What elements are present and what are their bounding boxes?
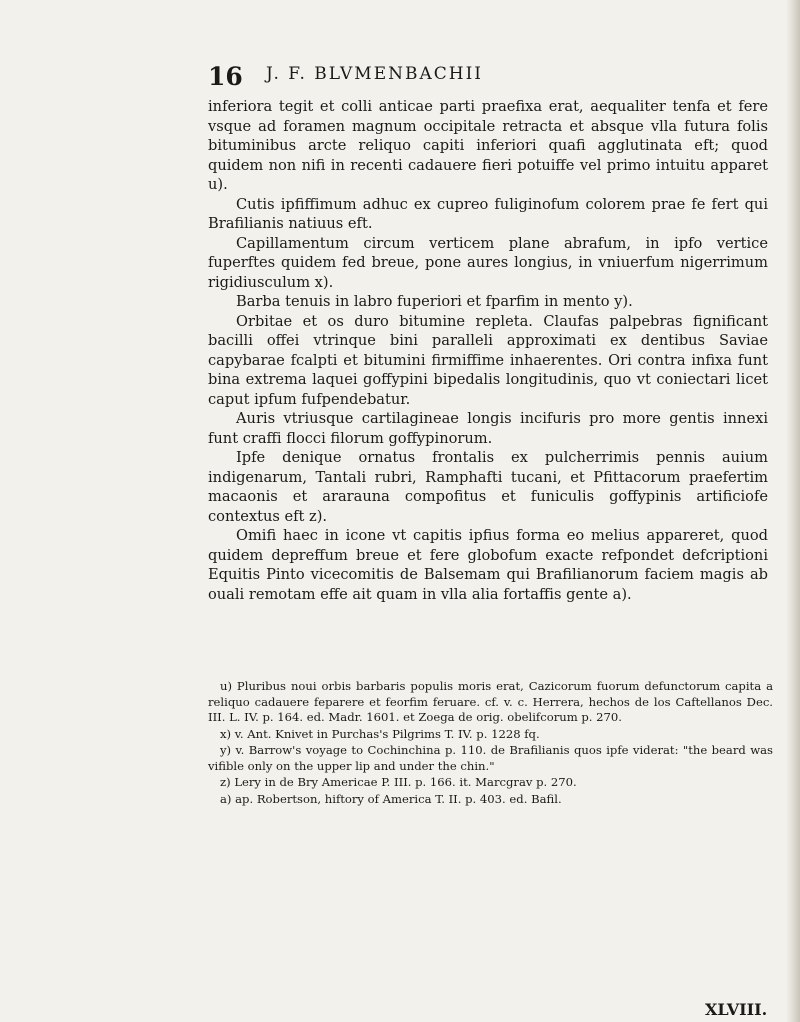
- paragraph: inferiora tegit et colli anticae parti praefixa erat, aequaliter tenfa et fere vsque ad foramen magnum occipitale retracta et absque vlla futura folis bituminibus arcte reliquo capiti inferiori quafi agglutinata eft; quod quidem non nifi in recenti cadauere fieri potuiffe vel primo intuitu apparet u).: [208, 98, 768, 193]
- footnote: a) ap. Robertson, hiftory of America T. II. p. 403. ed. Bafil.: [220, 791, 562, 806]
- paragraph: Barba tenuis in labro fuperiori et fparfim in mento y).: [236, 293, 633, 310]
- footnote: y) v. Barrow's voyage to Cochinchina p. 110. de Brafilianis quos ipfe viderat: "the beard was vifible only on the upper lip and under the chin.": [208, 743, 773, 773]
- paragraph: Capillamentum circum verticem plane abrafum, in ipfo vertice fuperftes quidem fed breue, pone aures longius, in vniuerfum nigerrimum rigidiusculum x).: [208, 234, 768, 291]
- main-text: [208, 97, 768, 604]
- paragraph: Cutis ipfiffimum adhuc ex cupreo fuliginofum colorem prae fe fert qui Brafilianis natiuus eft.: [208, 195, 768, 232]
- running-head: J. F. BLVMENBACHII: [266, 64, 484, 84]
- footnotes: [208, 679, 773, 808]
- catchword: XLVIII.: [705, 1000, 768, 1019]
- paragraph: Orbitae et os duro bitumine repleta. Claufas palpebras fignificant bacilli offei vtrinque bini paralleli approximati ex dentibus Saviae capybarae fcalpti et bitumini firmiffime inhaerentes. Ori contra infixa funt bina extrema laquei goffypini bipedalis longitudinis, quo vt coniectari licet caput ipfum fufpendebatur.: [208, 312, 768, 408]
- paragraph: Auris vtriusque cartilagineae longis incifuris pro more gentis innexi funt craffi flocci filorum goffypinorum.: [208, 410, 768, 447]
- page-number: 16: [208, 62, 243, 91]
- paragraph: Ipfe denique ornatus frontalis ex pulcherrimis pennis auium indigenarum, Tantali rubri, Ramphafti tucani, et Pfittacorum praefertim macaonis et ararauna compofitus et funiculis goffypinis artificiofe contextus eft z).: [208, 449, 768, 525]
- page-header: [208, 62, 768, 92]
- footnote: u) Pluribus noui orbis barbaris populis moris erat, Cazicorum fuorum defunctorum capita a reliquo cadauere feparere et feorfim feruare. cf. v. c. Herrera, hechos de los Caftellanos Dec. III. L. IV. p. 164. ed. Madr. 1601. et Zoega de orig. obelifcorum p. 270.: [208, 679, 773, 724]
- footnote: z) Lery in de Bry Americae P. III. p. 166. it. Marcgrav p. 270.: [220, 775, 577, 789]
- paragraph: Omifi haec in icone vt capitis ipfius forma eo melius appareret, quod quidem depreffum breue et fere globofum exacte refpondet defcriptioni Equitis Pinto vicecomitis de Balsemam qui Brafilianorum faciem magis ab ouali remotam effe ait quam in vlla alia fortaffis gente a).: [208, 527, 768, 603]
- page-edge: [786, 0, 800, 1022]
- footnote: x) v. Ant. Knivet in Purchas's Pilgrims T. IV. p. 1228 fq.: [220, 726, 540, 741]
